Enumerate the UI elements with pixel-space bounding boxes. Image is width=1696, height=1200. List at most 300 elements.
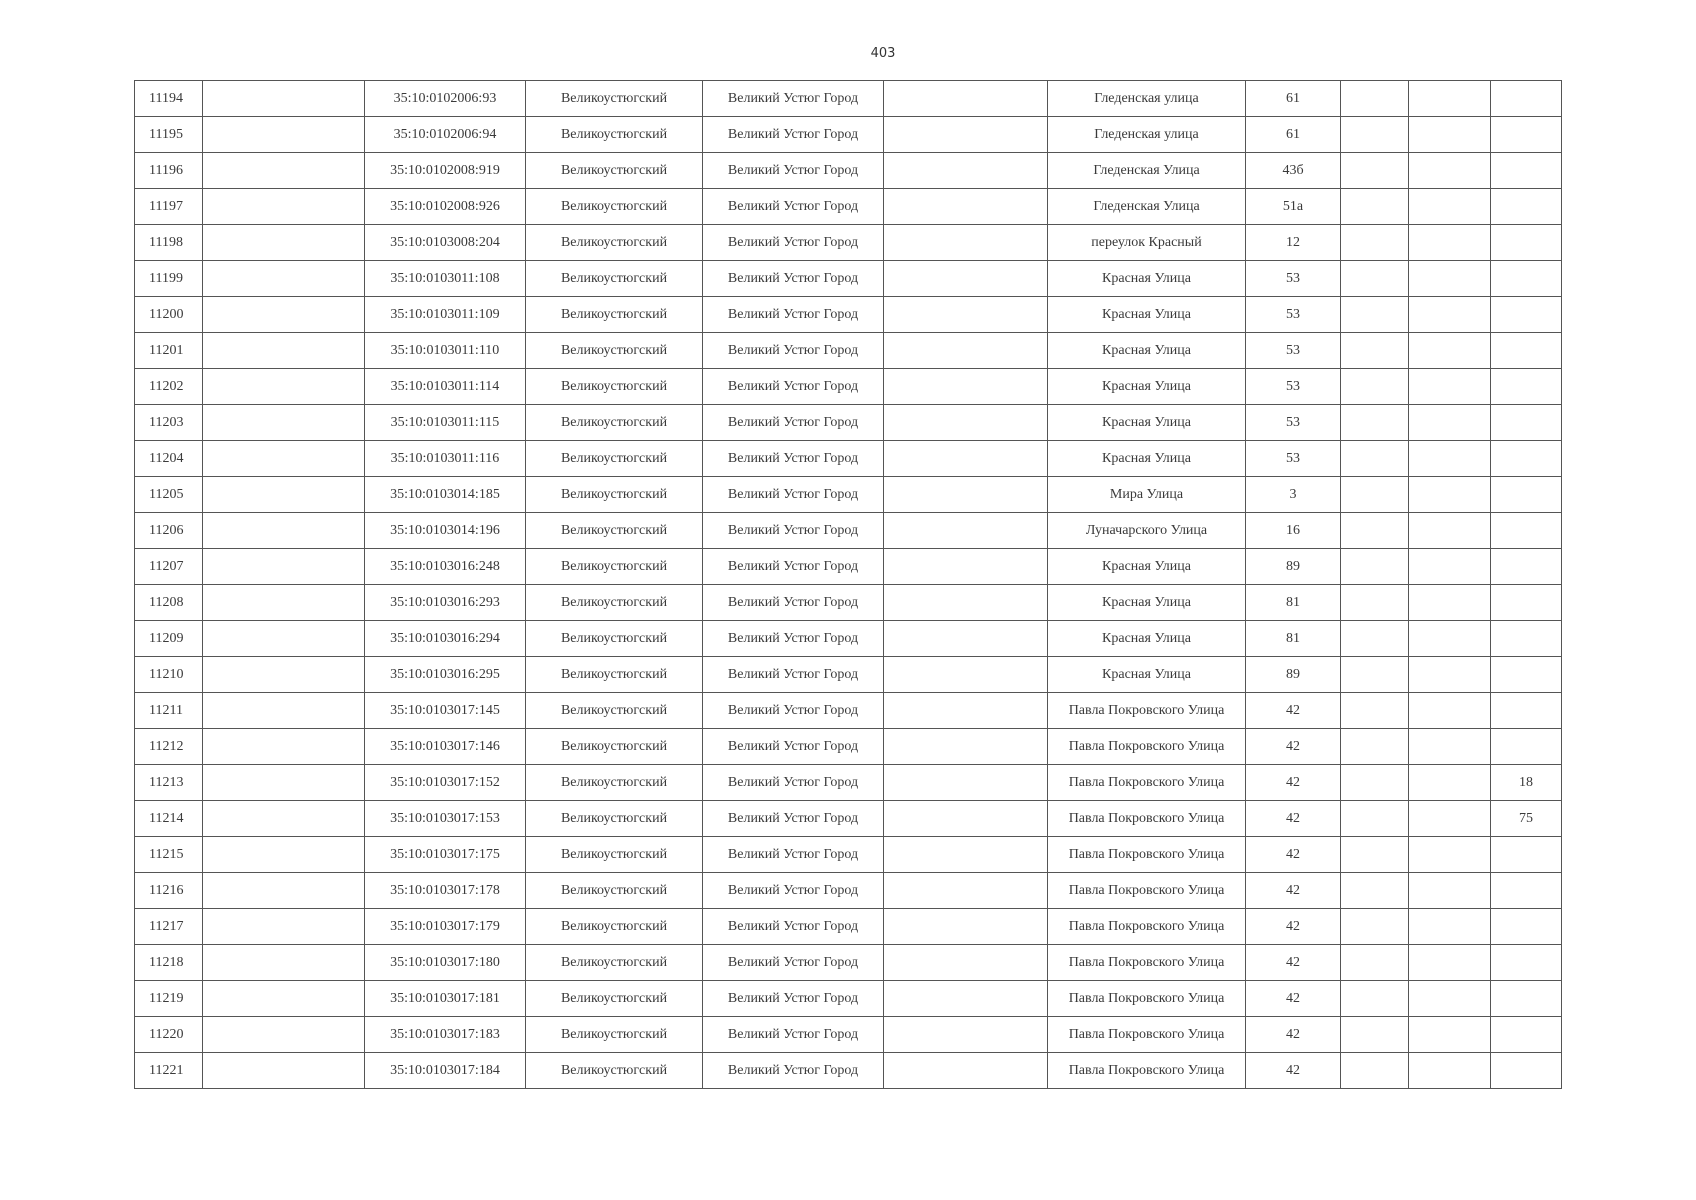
extra-value-cell [1491, 1053, 1562, 1089]
empty-cell [1341, 621, 1409, 657]
empty-cell [203, 81, 365, 117]
cadastral-number-cell: 35:10:0103017:152 [365, 765, 526, 801]
cadastral-number-cell: 35:10:0103017:183 [365, 1017, 526, 1053]
street-cell: Гледенская улица [1048, 117, 1246, 153]
district-cell: Великоустюгский [526, 1017, 703, 1053]
street-cell: Красная Улица [1048, 621, 1246, 657]
row-number-cell: 11198 [135, 225, 203, 261]
table-row [135, 765, 1562, 801]
district-cell: Великоустюгский [526, 909, 703, 945]
house-number-cell: 89 [1246, 549, 1341, 585]
empty-cell [1341, 729, 1409, 765]
street-cell: Павла Покровского Улица [1048, 837, 1246, 873]
house-number-cell: 42 [1246, 945, 1341, 981]
row-number-cell: 11216 [135, 873, 203, 909]
house-number-cell: 53 [1246, 441, 1341, 477]
house-number-cell: 42 [1246, 1017, 1341, 1053]
house-number-cell: 42 [1246, 693, 1341, 729]
empty-cell [203, 585, 365, 621]
street-cell: Красная Улица [1048, 585, 1246, 621]
empty-cell [1409, 837, 1491, 873]
row-number-cell: 11203 [135, 405, 203, 441]
empty-cell [1409, 513, 1491, 549]
empty-cell [1341, 333, 1409, 369]
row-number-cell: 11199 [135, 261, 203, 297]
row-number-cell: 11196 [135, 153, 203, 189]
empty-cell [203, 837, 365, 873]
table-row [135, 873, 1562, 909]
table-row [135, 837, 1562, 873]
empty-cell [884, 873, 1048, 909]
empty-cell [203, 297, 365, 333]
extra-value-cell [1491, 153, 1562, 189]
empty-cell [1409, 729, 1491, 765]
row-number-cell: 11214 [135, 801, 203, 837]
empty-cell [1409, 909, 1491, 945]
extra-value-cell [1491, 981, 1562, 1017]
empty-cell [884, 945, 1048, 981]
district-cell: Великоустюгский [526, 621, 703, 657]
empty-cell [884, 765, 1048, 801]
empty-cell [1341, 1053, 1409, 1089]
empty-cell [203, 153, 365, 189]
empty-cell [1341, 153, 1409, 189]
house-number-cell: 53 [1246, 333, 1341, 369]
house-number-cell: 53 [1246, 297, 1341, 333]
row-number-cell: 11208 [135, 585, 203, 621]
empty-cell [1409, 945, 1491, 981]
cadastral-number-cell: 35:10:0103011:116 [365, 441, 526, 477]
locality-cell: Великий Устюг Город [703, 693, 884, 729]
locality-cell: Великий Устюг Город [703, 585, 884, 621]
house-number-cell: 61 [1246, 81, 1341, 117]
empty-cell [1341, 1017, 1409, 1053]
empty-cell [203, 117, 365, 153]
extra-value-cell [1491, 441, 1562, 477]
district-cell: Великоустюгский [526, 837, 703, 873]
row-number-cell: 11220 [135, 1017, 203, 1053]
house-number-cell: 12 [1246, 225, 1341, 261]
empty-cell [1341, 765, 1409, 801]
empty-cell [1409, 369, 1491, 405]
empty-cell [203, 657, 365, 693]
street-cell: Красная Улица [1048, 405, 1246, 441]
empty-cell [1341, 405, 1409, 441]
street-cell: Павла Покровского Улица [1048, 801, 1246, 837]
district-cell: Великоустюгский [526, 225, 703, 261]
street-cell: Красная Улица [1048, 657, 1246, 693]
table-row [135, 513, 1562, 549]
table-row [135, 405, 1562, 441]
table-row [135, 297, 1562, 333]
empty-cell [1341, 225, 1409, 261]
cadastral-number-cell: 35:10:0102006:94 [365, 117, 526, 153]
empty-cell [884, 297, 1048, 333]
street-cell: Мира Улица [1048, 477, 1246, 513]
extra-value-cell [1491, 81, 1562, 117]
empty-cell [1341, 189, 1409, 225]
row-number-cell: 11194 [135, 81, 203, 117]
house-number-cell: 42 [1246, 801, 1341, 837]
table-row [135, 909, 1562, 945]
locality-cell: Великий Устюг Город [703, 1017, 884, 1053]
empty-cell [203, 909, 365, 945]
empty-cell [203, 1053, 365, 1089]
cadastral-number-cell: 35:10:0102008:919 [365, 153, 526, 189]
row-number-cell: 11213 [135, 765, 203, 801]
empty-cell [1409, 765, 1491, 801]
empty-cell [203, 621, 365, 657]
locality-cell: Великий Устюг Город [703, 513, 884, 549]
empty-cell [1341, 873, 1409, 909]
extra-value-cell [1491, 909, 1562, 945]
empty-cell [1341, 585, 1409, 621]
empty-cell [203, 765, 365, 801]
locality-cell: Великий Устюг Город [703, 765, 884, 801]
locality-cell: Великий Устюг Город [703, 657, 884, 693]
locality-cell: Великий Устюг Город [703, 801, 884, 837]
row-number-cell: 11215 [135, 837, 203, 873]
empty-cell [203, 1017, 365, 1053]
street-cell: Гледенская Улица [1048, 153, 1246, 189]
empty-cell [1409, 477, 1491, 513]
empty-cell [884, 801, 1048, 837]
table-row [135, 1053, 1562, 1089]
extra-value-cell [1491, 585, 1562, 621]
district-cell: Великоустюгский [526, 189, 703, 225]
district-cell: Великоустюгский [526, 693, 703, 729]
locality-cell: Великий Устюг Город [703, 153, 884, 189]
house-number-cell: 43б [1246, 153, 1341, 189]
extra-value-cell [1491, 405, 1562, 441]
empty-cell [1409, 1053, 1491, 1089]
empty-cell [203, 369, 365, 405]
district-cell: Великоустюгский [526, 81, 703, 117]
empty-cell [884, 405, 1048, 441]
cadastral-number-cell: 35:10:0103011:114 [365, 369, 526, 405]
cadastral-number-cell: 35:10:0103016:294 [365, 621, 526, 657]
cadastral-number-cell: 35:10:0103017:184 [365, 1053, 526, 1089]
empty-cell [1409, 441, 1491, 477]
row-number-cell: 11201 [135, 333, 203, 369]
empty-cell [203, 549, 365, 585]
empty-cell [203, 261, 365, 297]
extra-value-cell [1491, 117, 1562, 153]
empty-cell [203, 477, 365, 513]
district-cell: Великоустюгский [526, 981, 703, 1017]
house-number-cell: 81 [1246, 621, 1341, 657]
extra-value-cell [1491, 477, 1562, 513]
empty-cell [884, 333, 1048, 369]
empty-cell [884, 549, 1048, 585]
house-number-cell: 53 [1246, 405, 1341, 441]
empty-cell [203, 945, 365, 981]
house-number-cell: 42 [1246, 765, 1341, 801]
cadastral-number-cell: 35:10:0102008:926 [365, 189, 526, 225]
extra-value-cell [1491, 1017, 1562, 1053]
cadastral-number-cell: 35:10:0103017:146 [365, 729, 526, 765]
extra-value-cell [1491, 333, 1562, 369]
cadastral-number-cell: 35:10:0103016:293 [365, 585, 526, 621]
locality-cell: Великий Устюг Город [703, 261, 884, 297]
empty-cell [1409, 405, 1491, 441]
empty-cell [1341, 297, 1409, 333]
cadastral-number-cell: 35:10:0103011:109 [365, 297, 526, 333]
extra-value-cell [1491, 945, 1562, 981]
empty-cell [203, 729, 365, 765]
row-number-cell: 11197 [135, 189, 203, 225]
table-row [135, 657, 1562, 693]
locality-cell: Великий Устюг Город [703, 549, 884, 585]
locality-cell: Великий Устюг Город [703, 117, 884, 153]
row-number-cell: 11219 [135, 981, 203, 1017]
empty-cell [1341, 549, 1409, 585]
table-row [135, 477, 1562, 513]
table-row [135, 81, 1562, 117]
locality-cell: Великий Устюг Город [703, 81, 884, 117]
locality-cell: Великий Устюг Город [703, 1053, 884, 1089]
empty-cell [203, 441, 365, 477]
locality-cell: Великий Устюг Город [703, 909, 884, 945]
empty-cell [1341, 693, 1409, 729]
street-cell: Павла Покровского Улица [1048, 1017, 1246, 1053]
cadastral-number-cell: 35:10:0103017:178 [365, 873, 526, 909]
house-number-cell: 51а [1246, 189, 1341, 225]
cadastral-number-cell: 35:10:0103016:295 [365, 657, 526, 693]
empty-cell [1409, 261, 1491, 297]
district-cell: Великоустюгский [526, 945, 703, 981]
street-cell: Красная Улица [1048, 261, 1246, 297]
street-cell: Павла Покровского Улица [1048, 765, 1246, 801]
empty-cell [1341, 261, 1409, 297]
empty-cell [884, 909, 1048, 945]
empty-cell [884, 153, 1048, 189]
table-row [135, 729, 1562, 765]
district-cell: Великоустюгский [526, 1053, 703, 1089]
locality-cell: Великий Устюг Город [703, 621, 884, 657]
house-number-cell: 53 [1246, 261, 1341, 297]
empty-cell [203, 189, 365, 225]
row-number-cell: 11205 [135, 477, 203, 513]
empty-cell [1341, 441, 1409, 477]
locality-cell: Великий Устюг Город [703, 369, 884, 405]
row-number-cell: 11211 [135, 693, 203, 729]
extra-value-cell [1491, 369, 1562, 405]
empty-cell [1341, 945, 1409, 981]
empty-cell [884, 729, 1048, 765]
empty-cell [884, 1053, 1048, 1089]
empty-cell [1409, 153, 1491, 189]
empty-cell [1341, 909, 1409, 945]
house-number-cell: 42 [1246, 909, 1341, 945]
table-row [135, 585, 1562, 621]
street-cell: Луначарского Улица [1048, 513, 1246, 549]
house-number-cell: 3 [1246, 477, 1341, 513]
extra-value-cell [1491, 261, 1562, 297]
district-cell: Великоустюгский [526, 369, 703, 405]
empty-cell [1409, 1017, 1491, 1053]
extra-value-cell [1491, 189, 1562, 225]
table-row [135, 117, 1562, 153]
row-number-cell: 11206 [135, 513, 203, 549]
extra-value-cell [1491, 693, 1562, 729]
district-cell: Великоустюгский [526, 657, 703, 693]
table-row [135, 945, 1562, 981]
table-row [135, 189, 1562, 225]
district-cell: Великоустюгский [526, 441, 703, 477]
extra-value-cell [1491, 549, 1562, 585]
extra-value-cell [1491, 225, 1562, 261]
street-cell: Красная Улица [1048, 549, 1246, 585]
row-number-cell: 11221 [135, 1053, 203, 1089]
locality-cell: Великий Устюг Город [703, 333, 884, 369]
locality-cell: Великий Устюг Город [703, 873, 884, 909]
cadastral-number-cell: 35:10:0103017:145 [365, 693, 526, 729]
district-cell: Великоустюгский [526, 549, 703, 585]
district-cell: Великоустюгский [526, 873, 703, 909]
extra-value-cell [1491, 873, 1562, 909]
empty-cell [884, 189, 1048, 225]
street-cell: Павла Покровского Улица [1048, 945, 1246, 981]
district-cell: Великоустюгский [526, 153, 703, 189]
empty-cell [884, 513, 1048, 549]
cadastral-number-cell: 35:10:0103014:196 [365, 513, 526, 549]
locality-cell: Великий Устюг Город [703, 945, 884, 981]
house-number-cell: 81 [1246, 585, 1341, 621]
cadastral-number-cell: 35:10:0103008:204 [365, 225, 526, 261]
cadastral-number-cell: 35:10:0103011:110 [365, 333, 526, 369]
empty-cell [203, 513, 365, 549]
row-number-cell: 11202 [135, 369, 203, 405]
cadastral-number-cell: 35:10:0103011:108 [365, 261, 526, 297]
row-number-cell: 11218 [135, 945, 203, 981]
street-cell: Красная Улица [1048, 441, 1246, 477]
extra-value-cell [1491, 837, 1562, 873]
empty-cell [1409, 621, 1491, 657]
street-cell: Павла Покровского Улица [1048, 873, 1246, 909]
locality-cell: Великий Устюг Город [703, 225, 884, 261]
house-number-cell: 16 [1246, 513, 1341, 549]
extra-value-cell [1491, 297, 1562, 333]
street-cell: Красная Улица [1048, 369, 1246, 405]
cadastral-number-cell: 35:10:0103017:181 [365, 981, 526, 1017]
row-number-cell: 11209 [135, 621, 203, 657]
empty-cell [1409, 333, 1491, 369]
table-row [135, 621, 1562, 657]
empty-cell [1341, 981, 1409, 1017]
empty-cell [1341, 837, 1409, 873]
house-number-cell: 42 [1246, 729, 1341, 765]
row-number-cell: 11195 [135, 117, 203, 153]
street-cell: Павла Покровского Улица [1048, 693, 1246, 729]
empty-cell [884, 837, 1048, 873]
table-row [135, 333, 1562, 369]
house-number-cell: 42 [1246, 981, 1341, 1017]
house-number-cell: 42 [1246, 873, 1341, 909]
locality-cell: Великий Устюг Город [703, 297, 884, 333]
cadastral-number-cell: 35:10:0103016:248 [365, 549, 526, 585]
empty-cell [1341, 801, 1409, 837]
extra-value-cell: 75 [1491, 801, 1562, 837]
street-cell: Павла Покровского Улица [1048, 1053, 1246, 1089]
empty-cell [203, 693, 365, 729]
cadastral-number-cell: 35:10:0103017:153 [365, 801, 526, 837]
extra-value-cell [1491, 729, 1562, 765]
house-number-cell: 53 [1246, 369, 1341, 405]
empty-cell [203, 873, 365, 909]
table-row [135, 153, 1562, 189]
table-row [135, 693, 1562, 729]
empty-cell [1409, 117, 1491, 153]
empty-cell [1409, 585, 1491, 621]
locality-cell: Великий Устюг Город [703, 405, 884, 441]
empty-cell [1409, 189, 1491, 225]
cadastral-number-cell: 35:10:0103014:185 [365, 477, 526, 513]
empty-cell [203, 225, 365, 261]
extra-value-cell [1491, 657, 1562, 693]
empty-cell [884, 477, 1048, 513]
table-body [135, 81, 1562, 1089]
district-cell: Великоустюгский [526, 729, 703, 765]
empty-cell [884, 369, 1048, 405]
cadastral-number-cell: 35:10:0103017:175 [365, 837, 526, 873]
empty-cell [1341, 81, 1409, 117]
locality-cell: Великий Устюг Город [703, 729, 884, 765]
district-cell: Великоустюгский [526, 333, 703, 369]
district-cell: Великоустюгский [526, 477, 703, 513]
table-row [135, 441, 1562, 477]
locality-cell: Великий Устюг Город [703, 189, 884, 225]
table-row [135, 981, 1562, 1017]
empty-cell [1409, 549, 1491, 585]
extra-value-cell [1491, 513, 1562, 549]
table-row [135, 225, 1562, 261]
row-number-cell: 11217 [135, 909, 203, 945]
empty-cell [884, 117, 1048, 153]
street-cell: Павла Покровского Улица [1048, 981, 1246, 1017]
registry-table [134, 80, 1562, 1089]
extra-value-cell: 18 [1491, 765, 1562, 801]
house-number-cell: 61 [1246, 117, 1341, 153]
empty-cell [203, 405, 365, 441]
district-cell: Великоустюгский [526, 585, 703, 621]
house-number-cell: 42 [1246, 837, 1341, 873]
empty-cell [884, 693, 1048, 729]
district-cell: Великоустюгский [526, 297, 703, 333]
empty-cell [884, 1017, 1048, 1053]
page-number: 403 [870, 46, 896, 61]
empty-cell [203, 981, 365, 1017]
empty-cell [203, 333, 365, 369]
empty-cell [884, 981, 1048, 1017]
district-cell: Великоустюгский [526, 513, 703, 549]
empty-cell [884, 621, 1048, 657]
empty-cell [1341, 117, 1409, 153]
row-number-cell: 11204 [135, 441, 203, 477]
table-row [135, 549, 1562, 585]
locality-cell: Великий Устюг Город [703, 477, 884, 513]
empty-cell [1341, 513, 1409, 549]
row-number-cell: 11210 [135, 657, 203, 693]
empty-cell [203, 801, 365, 837]
empty-cell [1409, 693, 1491, 729]
district-cell: Великоустюгский [526, 405, 703, 441]
empty-cell [1341, 369, 1409, 405]
row-number-cell: 11207 [135, 549, 203, 585]
table-row [135, 801, 1562, 837]
table-row [135, 261, 1562, 297]
street-cell: Гледенская улица [1048, 81, 1246, 117]
